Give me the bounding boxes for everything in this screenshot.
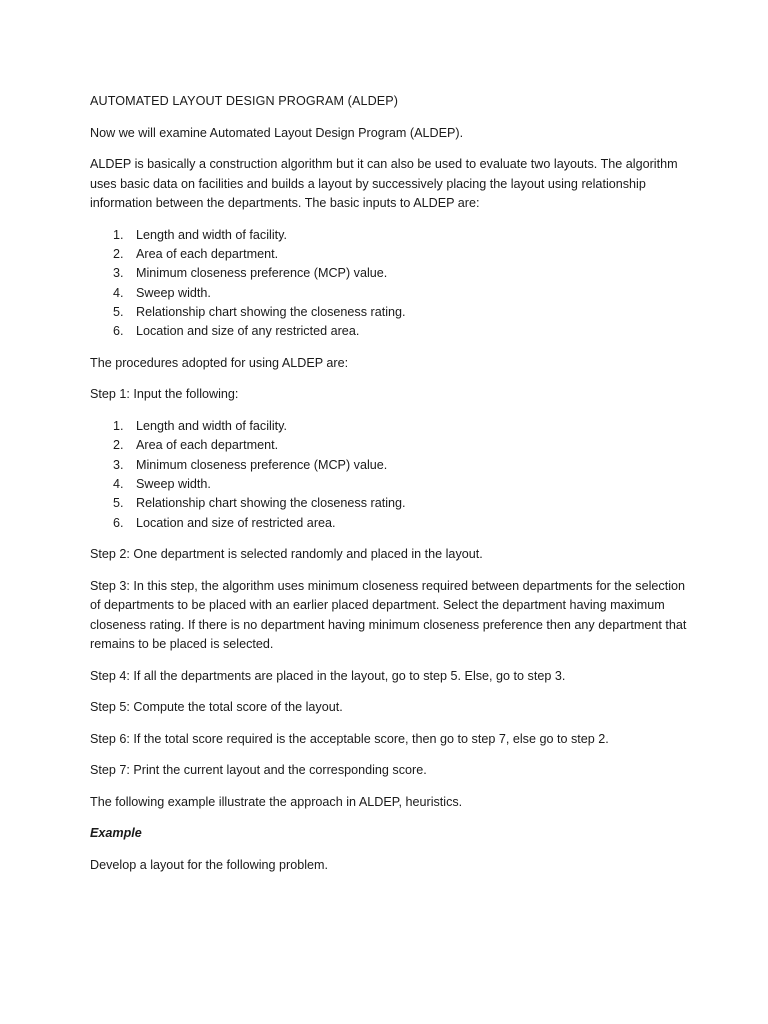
list-item [90,226,690,245]
list-number: 2. [113,246,124,261]
list-number: 1. [113,418,124,433]
list-item [90,494,690,513]
step-4: Step 4: If all the departments are placed in the layout, go to step 5. Else, go to step 3. [90,668,566,683]
list-text: Relationship chart showing the closeness rating. [136,305,406,320]
list-text: Area of each department. [136,246,279,261]
list-text: Location and size of any restricted area. [136,324,360,339]
list-item [90,284,690,303]
list-text: Location and size of restricted area. [136,515,336,530]
list-text: Area of each department. [136,438,279,453]
step-7: Step 7: Print the current layout and the corresponding score. [90,763,427,778]
list-number: 3. [113,266,124,281]
list-text: Length and width of facility. [136,227,287,242]
step-3: Step 3: In this step, the algorithm uses minimum closeness required between departments for the selection of departments to be placed with an earlier placed department. Select the department having maximum closeness rating. If there is no department having minimum closeness preference then any department that remains to be placed is selected. [90,578,687,652]
list-item [90,456,690,475]
example-intro: The following example illustrate the approach in ALDEP, heuristics. [90,794,463,809]
list-item [90,475,690,494]
document-title: AUTOMATED LAYOUT DESIGN PROGRAM (ALDEP) [90,94,399,108]
list-number: 2. [113,438,124,453]
step-1: Step 1: Input the following: [90,387,239,402]
intro-paragraph: Now we will examine Automated Layout Design Program (ALDEP). [90,125,464,140]
example-heading: Example [90,826,142,841]
inputs-list [90,226,690,342]
list-number: 6. [113,515,124,530]
example-text: Develop a layout for the following problem. [90,857,329,872]
list-number: 3. [113,457,124,472]
description-paragraph: ALDEP is basically a construction algorithm but it can also be used to evaluate two layouts. The algorithm uses basic data on facilities and builds a layout by successively placing the layout using relationship information between the departments. The basic inputs to ALDEP are: [90,157,678,210]
list-text: Minimum closeness preference (MCP) value. [136,266,388,281]
list-item [90,514,690,533]
document-page [90,92,690,887]
list-text: Sweep width. [136,285,211,300]
list-item [90,245,690,264]
step-2: Step 2: One department is selected randomly and placed in the layout. [90,547,483,562]
list-text: Minimum closeness preference (MCP) value. [136,457,388,472]
step-6: Step 6: If the total score required is the acceptable score, then go to step 7, else go to step 2. [90,731,609,746]
list-number: 4. [113,477,124,492]
list-text: Sweep width. [136,477,211,492]
step-5: Step 5: Compute the total score of the layout. [90,700,343,715]
list-text: Length and width of facility. [136,418,287,433]
list-number: 1. [113,227,124,242]
list-number: 5. [113,305,124,320]
list-number: 6. [113,324,124,339]
list-item [90,303,690,322]
list-item [90,436,690,455]
list-item [90,264,690,283]
list-number: 5. [113,496,124,511]
list-number: 4. [113,285,124,300]
list-item [90,417,690,436]
list-item [90,322,690,341]
procedures-intro: The procedures adopted for using ALDEP are: [90,355,349,370]
step1-list [90,417,690,533]
list-text: Relationship chart showing the closeness rating. [136,496,406,511]
